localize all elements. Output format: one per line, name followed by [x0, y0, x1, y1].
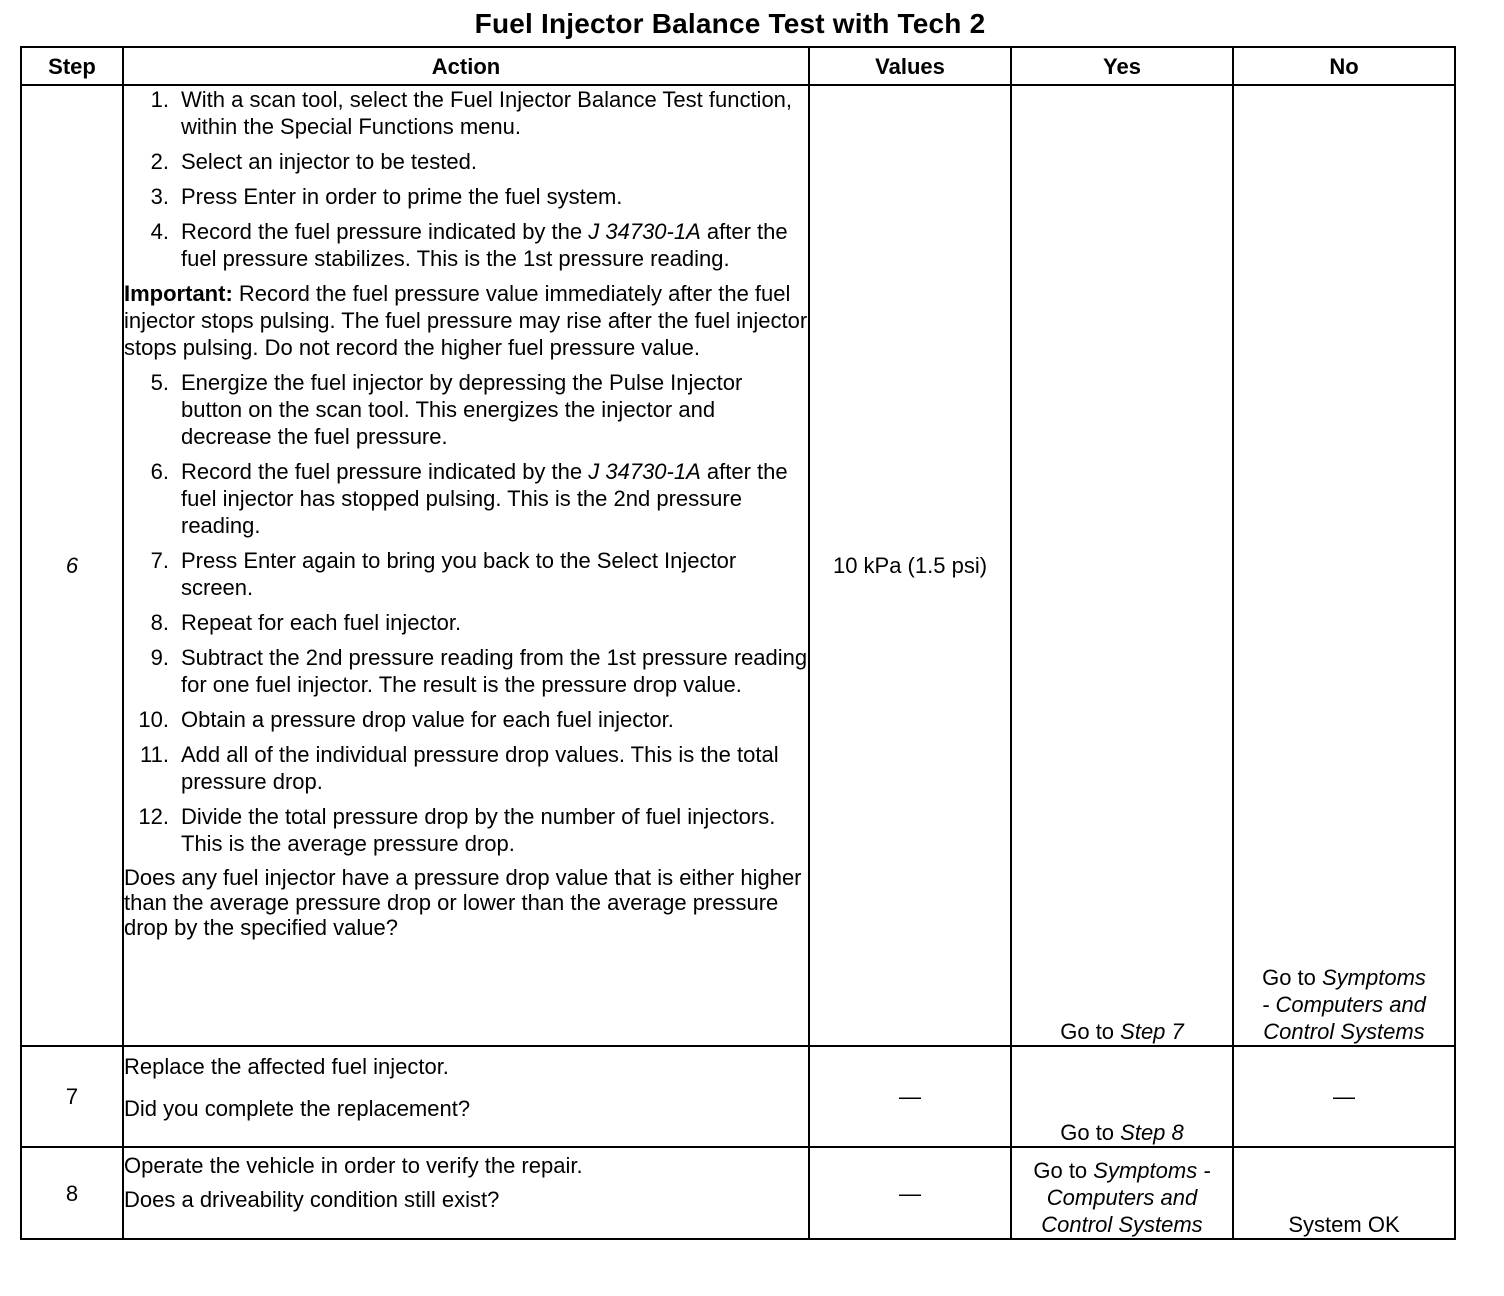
list-item	[124, 86, 808, 140]
list-text: Obtain a pressure drop value for each fuel injector.	[181, 707, 674, 732]
list-item	[124, 218, 808, 272]
action-text: Operate the vehicle in order to verify the repair.	[124, 1153, 583, 1178]
step-number: 6	[21, 85, 123, 1046]
value-cell: —	[809, 1147, 1011, 1239]
symptoms-reference: Symptoms -	[1093, 1158, 1211, 1183]
action-cell	[123, 1147, 809, 1239]
symptoms-reference: Computers and	[1046, 1185, 1198, 1210]
procedure-table	[20, 46, 1456, 1240]
list-number: 8.	[150, 610, 169, 635]
step-number: 8	[21, 1147, 123, 1239]
list-number: 10.	[138, 707, 169, 732]
goto-prefix: Go to	[1262, 965, 1322, 990]
list-item	[124, 183, 808, 210]
list-item	[124, 369, 808, 450]
table-row-step-7	[21, 1046, 1455, 1147]
list-text: Divide the total pressure drop by the number of fuel injectors. This is the average pressure drop.	[181, 804, 776, 856]
header-step: Step	[21, 47, 123, 85]
list-item	[124, 706, 808, 733]
tool-reference: J 34730-1A	[588, 219, 701, 244]
no-cell	[1233, 85, 1455, 1046]
list-text-part: Record the fuel pressure indicated by the	[181, 459, 589, 484]
no-cell: —	[1233, 1046, 1455, 1147]
symptoms-reference: - Computers and	[1262, 992, 1426, 1017]
list-number: 5.	[150, 370, 169, 395]
yes-cell	[1011, 1046, 1233, 1147]
list-number: 2.	[150, 149, 169, 174]
header-values: Values	[809, 47, 1011, 85]
list-number: 7.	[150, 548, 169, 573]
list-text: Energize the fuel injector by depressing the Pulse Injector button on the scan tool. This energizes the injector and decrease the fuel pressure.	[181, 370, 743, 449]
list-text: Repeat for each fuel injector.	[181, 610, 462, 635]
instruction-list	[124, 86, 808, 272]
header-no: No	[1233, 47, 1455, 85]
instruction-list	[124, 369, 808, 857]
step-reference: Step 7	[1120, 1019, 1184, 1044]
important-text: Record the fuel pressure value immediately after the fuel injector stops pulsing. The fuel pressure may rise after the fuel injector stops pulsing. Do not record the higher fuel pressure value.	[124, 281, 808, 360]
symptoms-reference: Control Systems	[1263, 1019, 1425, 1044]
step-reference: Step 8	[1120, 1120, 1184, 1145]
list-number: 11.	[140, 742, 169, 767]
list-number: 4.	[150, 219, 169, 244]
question-text: Does a driveability condition still exist?	[124, 1187, 500, 1212]
tool-reference: J 34730-1A	[588, 459, 701, 484]
header-action: Action	[123, 47, 809, 85]
important-label: Important:	[124, 281, 233, 306]
list-number: 6.	[150, 459, 169, 484]
list-text: With a scan tool, select the Fuel Injector Balance Test function, within the Special Functions menu.	[181, 87, 793, 139]
list-text: Add all of the individual pressure drop values. This is the total pressure drop.	[181, 742, 779, 794]
yes-cell	[1011, 85, 1233, 1046]
list-number: 9.	[150, 645, 169, 670]
list-text-part: Record the fuel pressure indicated by the	[181, 219, 589, 244]
value-cell: 10 kPa (1.5 psi)	[809, 85, 1011, 1046]
important-note	[124, 280, 808, 361]
step-number: 7	[21, 1046, 123, 1147]
list-text: Subtract the 2nd pressure reading from the 1st pressure reading for one fuel injector. The result is the pressure drop value.	[181, 645, 808, 697]
list-text: Press Enter in order to prime the fuel system.	[181, 184, 623, 209]
goto-prefix: Go to	[1033, 1158, 1094, 1183]
list-item	[124, 741, 808, 795]
list-text	[181, 458, 808, 539]
list-item	[124, 644, 808, 698]
goto-prefix: Go to	[1060, 1019, 1121, 1044]
goto-prefix: Go to	[1060, 1120, 1121, 1145]
no-cell: System OK	[1233, 1147, 1455, 1239]
header-yes: Yes	[1011, 47, 1233, 85]
question-text: Does any fuel injector have a pressure drop value that is either higher than the average pressure drop or lower than the average pressure drop by the specified value?	[124, 865, 802, 940]
action-text: Replace the affected fuel injector.	[124, 1054, 449, 1079]
document-title: Fuel Injector Balance Test with Tech 2	[474, 8, 986, 39]
question-text: Did you complete the replacement?	[124, 1096, 471, 1121]
action-cell	[123, 1046, 809, 1147]
table-row-step-8	[21, 1147, 1455, 1239]
list-number: 1.	[150, 87, 169, 112]
list-number: 3.	[150, 184, 169, 209]
list-item	[124, 148, 808, 175]
symptoms-reference: Symptoms	[1322, 965, 1426, 990]
yes-cell	[1011, 1147, 1233, 1239]
list-text: Select an injector to be tested.	[181, 149, 477, 174]
list-text	[181, 218, 808, 272]
action-cell	[123, 85, 809, 1046]
symptoms-reference: Control Systems	[1041, 1212, 1203, 1237]
table-row-step-6	[21, 85, 1455, 1046]
header-row	[21, 47, 1455, 85]
list-text: Press Enter again to bring you back to the Select Injector screen.	[181, 548, 737, 600]
list-text-part: after the fuel injector has stopped pulsing. This is the 2nd pressure reading.	[181, 459, 788, 538]
list-item	[124, 609, 808, 636]
value-cell: —	[809, 1046, 1011, 1147]
list-item	[124, 547, 808, 601]
list-item	[124, 458, 808, 539]
list-number: 12.	[138, 804, 169, 829]
list-text-part: after the fuel pressure stabilizes. This is the 1st pressure reading.	[181, 219, 788, 271]
list-item	[124, 803, 808, 857]
